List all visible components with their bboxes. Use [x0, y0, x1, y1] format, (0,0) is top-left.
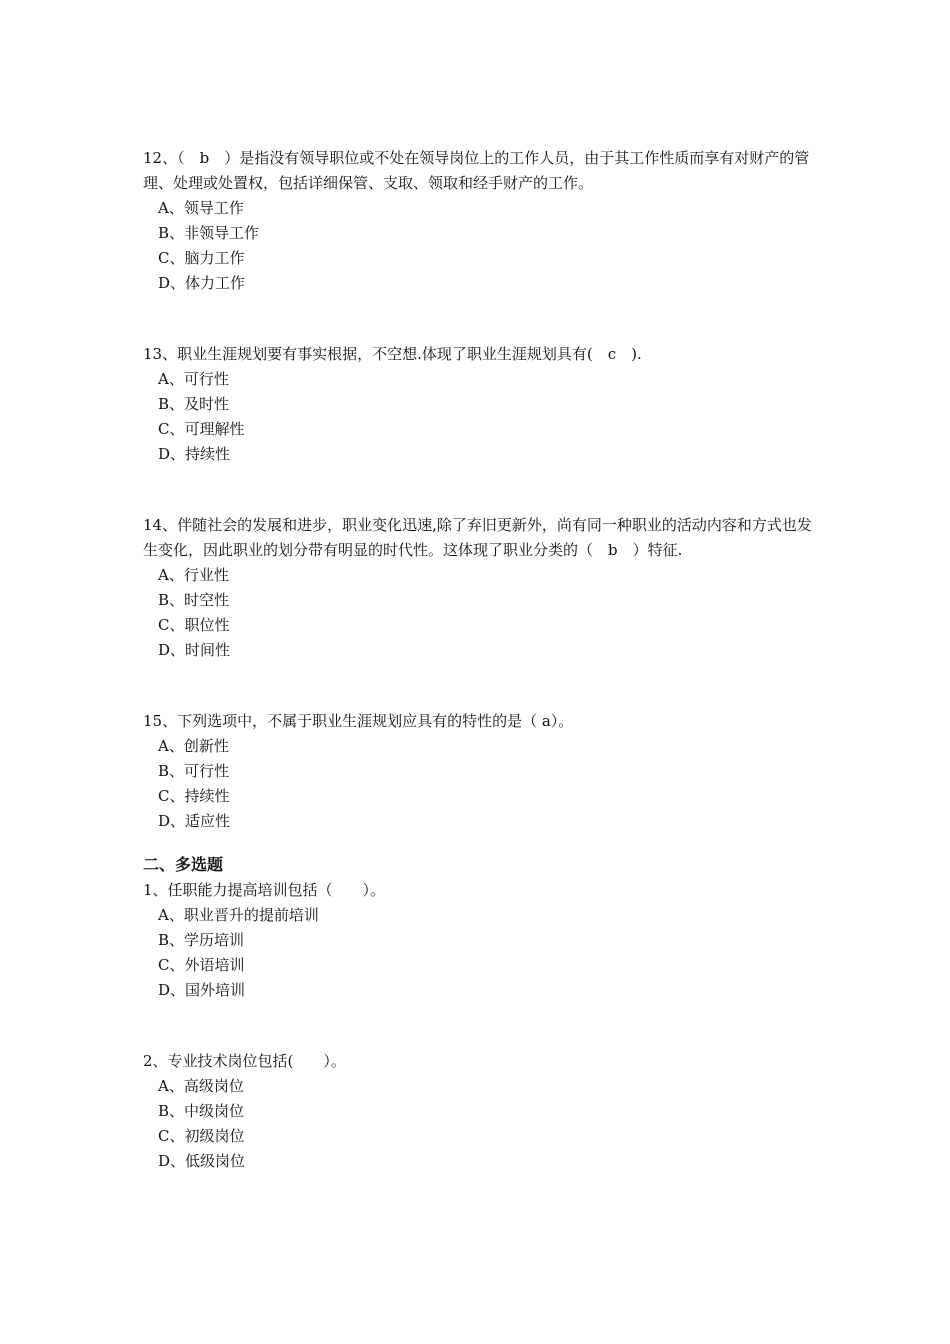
option-c: C、持续性 [158, 787, 230, 805]
option-b: B、学历培训 [158, 931, 245, 949]
spacer [143, 663, 813, 709]
option-c: C、外语培训 [158, 956, 245, 974]
option-b: B、非领导工作 [158, 224, 260, 242]
option-b: B、时空性 [158, 591, 230, 609]
option-d: D、适应性 [158, 812, 231, 830]
option-b: B、及时性 [158, 395, 230, 413]
option-d: D、低级岗位 [158, 1152, 246, 1170]
question-stem: 2、专业技术岗位包括( ）。 [143, 1052, 346, 1070]
question-stem: 12、（ b ）是指没有领导职位或不处在领导岗位上的工作人员，由于其工作性质而享有对财产的管理、处理或处置权，包括详细保管、支取、领取和经手财产的工作。 [143, 149, 810, 192]
question-stem: 14、伴随社会的发展和进步，职业变化迅速,除了弃旧更新外，尚有同一种职业的活动内容和方式也发生变化，因此职业的划分带有明显的时代性。这体现了职业分类的（ b ）特征. [143, 516, 812, 559]
question-stem: 1、任职能力提高培训包括（ ）。 [143, 881, 386, 899]
option-c: C、职位性 [158, 616, 230, 634]
option-d: D、国外培训 [158, 981, 246, 999]
option-d: D、持续性 [158, 445, 231, 463]
question-12 [143, 146, 813, 296]
option-a: A、行业性 [158, 566, 229, 584]
question-13 [143, 342, 813, 467]
spacer [143, 1003, 813, 1049]
option-list [143, 563, 813, 663]
option-b: B、中级岗位 [158, 1102, 245, 1120]
option-c: C、可理解性 [158, 420, 245, 438]
option-a: A、职业晋升的提前培训 [158, 906, 319, 924]
option-a: A、创新性 [158, 737, 229, 755]
option-list [143, 734, 813, 834]
option-c: C、初级岗位 [158, 1127, 245, 1145]
option-c: C、脑力工作 [158, 249, 245, 267]
option-b: B、可行性 [158, 762, 230, 780]
option-list [143, 196, 813, 296]
option-d: D、体力工作 [158, 274, 246, 292]
question-15 [143, 709, 813, 834]
section-heading: 二、多选题 [143, 855, 224, 874]
option-list [143, 903, 813, 1003]
option-list [143, 367, 813, 467]
option-a: A、可行性 [158, 370, 229, 388]
option-a: A、高级岗位 [158, 1077, 244, 1095]
question-14 [143, 513, 813, 663]
spacer [143, 296, 813, 342]
option-a: A、领导工作 [158, 199, 244, 217]
question-stem: 13、职业生涯规划要有事实根据，不空想.体现了职业生涯规划具有( c ). [143, 345, 642, 363]
spacer [143, 467, 813, 513]
question-stem: 15、下列选项中，不属于职业生涯规划应具有的特性的是（ a）。 [143, 712, 574, 730]
multi-question-2 [143, 1049, 813, 1174]
option-list [143, 1074, 813, 1174]
multi-question-1 [143, 878, 813, 1003]
document-page [143, 146, 813, 1174]
option-d: D、时间性 [158, 641, 231, 659]
spacer [143, 834, 813, 852]
